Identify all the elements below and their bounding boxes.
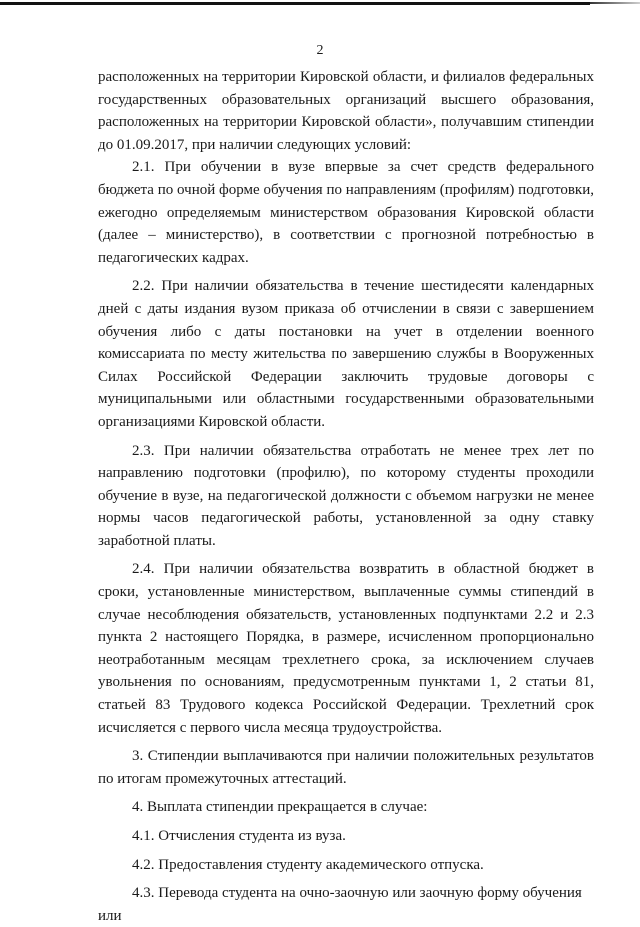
top-border-line [0, 2, 590, 5]
paragraph-2-2: 2.2. При наличии обязательства в течение шестидесяти календарных дней с даты издания вузом приказа об отчислении в связи с завершением обучения либо с даты постановки на учет в отделении военного комиссариата по месту жительства по завершению службы в Вооруженных Силах Российской Федерации заключить трудовые договоры с муниципальными или областными государственными образовательными организациями Кировской области. [98, 278, 594, 430]
paragraph-4-2: 4.2. Предоставления студенту академического отпуска. [132, 856, 484, 873]
paragraph-4-3: 4.3. Перевода студента на очно-заочную или заочную форму обучения или [98, 885, 582, 924]
paragraph-2-3: 2.3. При наличии обязательства отработать не менее трех лет по направлению подготовки (профилю), по которому студенты проходили обучение в вузе, на педагогической должности с объемом нагрузки не менее нормы часов педагогической работы, установленной за одну ставку заработной платы. [98, 442, 594, 549]
page-number: 2 [316, 43, 324, 58]
paragraph-2-1: 2.1. При обучении в вузе впервые за счет средств федерального бюджета по очной форме обучения по направлениям (профилям) подготовки, ежегодно определяемым министерством образования Кировской области (далее – министерство), в соответствии с прогнозной потребностью в педагогических кадрах. [98, 159, 594, 266]
paragraph-4-1: 4.1. Отчисления студента из вуза. [132, 828, 346, 844]
top-border-line-fade [590, 2, 640, 4]
paragraph-intro-continuation: расположенных на территории Кировской области, и филиалов федеральных государственных образовательных организаций высшего образования, расположенных на территории Кировской области», получавшим стипендии до 01.09.2017, при наличии следующих условий: [98, 69, 594, 153]
document-body [98, 66, 594, 927]
paragraph-2-4: 2.4. При наличии обязательства возвратить в областной бюджет в сроки, установленные министерством, выплаченные суммы стипендий в случае несоблюдения обязательств, установленных подпунктами 2.2 и 2.3 пункта 2 настоящего Порядка, в размере, исчисленном пропорционально неотработанным месяцам трехлетнего срока, за исключением случаев увольнения по основаниям, предусмотренным пунктами 1, 2 статьи 81, статьей 83 Трудового кодекса Российской Федерации. Трехлетний срок исчисляется с первого числа месяца трудоустройства. [98, 561, 594, 736]
paragraph-4: 4. Выплата стипендии прекращается в случае: [132, 799, 428, 816]
paragraph-3: 3. Стипендии выплачиваются при наличии положительных результатов по итогам промежуточных аттестаций. [98, 748, 594, 787]
